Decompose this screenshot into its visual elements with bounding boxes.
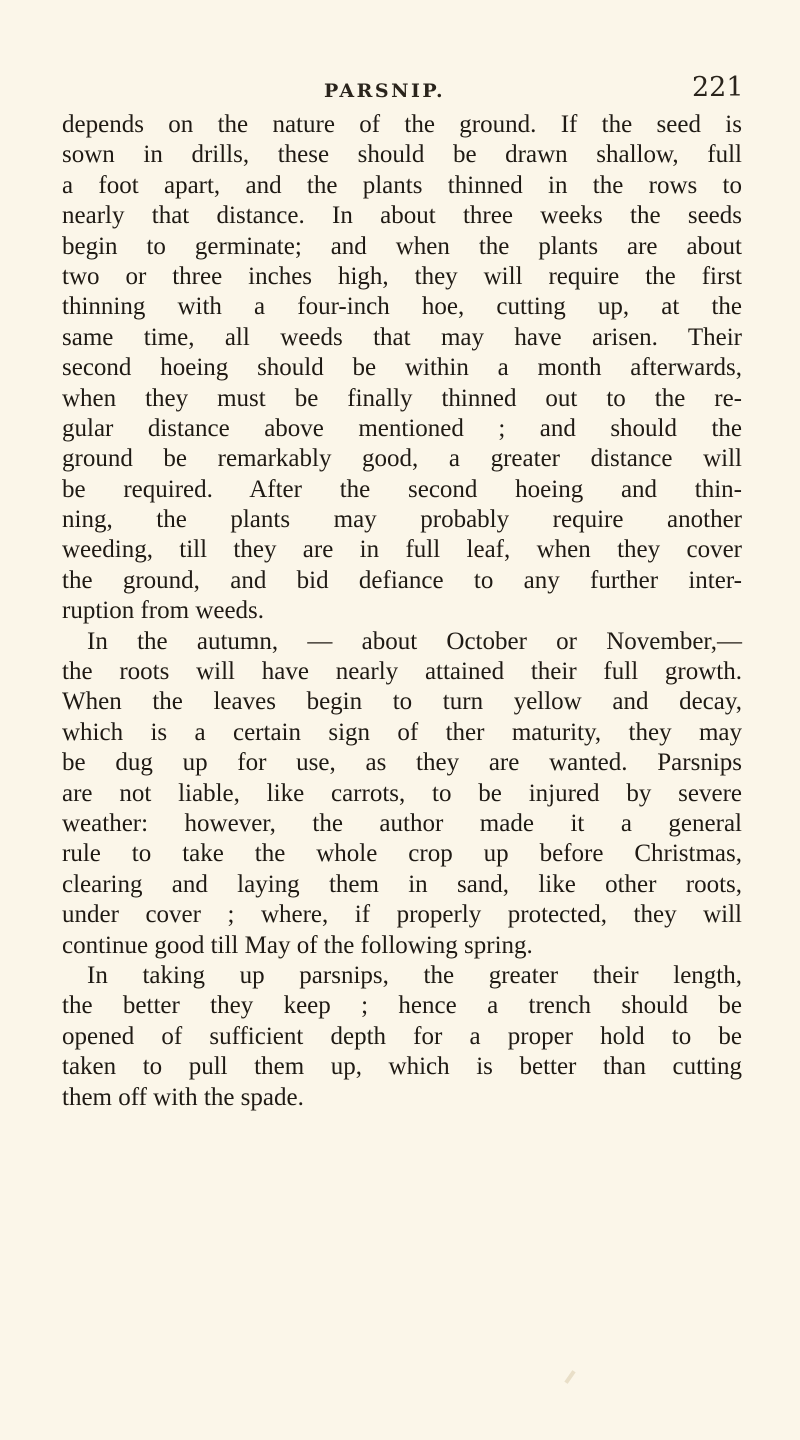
running-head (0, 66, 800, 103)
text-line: which is a certain sign of ther maturity, they may (62, 718, 742, 746)
text-line: gular distance above mentioned ; and should the (62, 414, 742, 442)
text-line: When the leaves begin to turn yellow and decay, (62, 688, 742, 716)
text-line: rule to take the whole crop up before Christmas, (62, 840, 742, 868)
text-line: sown in drills, these should be drawn shallow, full (62, 141, 742, 169)
text-line: be required. After the second hoeing and thin- (62, 475, 742, 503)
text-line: same time, all weeds that may have arisen. Their (62, 323, 742, 351)
text-line: ning, the plants may probably require another (62, 506, 742, 534)
text-line: under cover ; where, if properly protected, they will (62, 901, 742, 929)
text-line: weeding, till they are in full leaf, when they cover (62, 536, 742, 564)
paragraph-end-line: ruption from weeds. (62, 597, 265, 625)
text-line: when they must be finally thinned out to the re- (62, 384, 742, 412)
text-line: two or three inches high, they will require the first (62, 262, 742, 290)
paragraph-start-line: In the autumn, — about October or November,— (87, 627, 742, 655)
paper-mark (564, 1370, 575, 1384)
text-line: thinning with a four-inch hoe, cutting up, at the (62, 293, 742, 321)
text-line: ground be remarkably good, a greater distance will (62, 445, 742, 473)
text-line: nearly that distance. In about three weeks the seeds (62, 202, 742, 230)
page-number: 221 (692, 72, 744, 103)
text-line: opened of sufficient depth for a proper hold to be (62, 1022, 742, 1050)
text-line: are not liable, like carrots, to be injured by severe (62, 779, 742, 807)
running-title: PARSNIP. (324, 80, 446, 102)
paragraph-end-line: continue good till May of the following spring. (62, 931, 533, 959)
text-line: second hoeing should be within a month afterwards, (62, 354, 742, 382)
text-line: a foot apart, and the plants thinned in the rows to (62, 171, 742, 199)
text-line: begin to germinate; and when the plants are about (62, 232, 742, 260)
paragraph-start-line: In taking up parsnips, the greater their length, (87, 961, 742, 989)
text-line: the ground, and bid defiance to any further inter- (62, 566, 742, 594)
text-line: taken to pull them up, which is better than cutting (62, 1053, 742, 1081)
text-line: the roots will have nearly attained their full growth. (62, 658, 742, 686)
paragraph-end-line: them off with the spade. (62, 1083, 304, 1111)
text-line: weather: however, the author made it a general (62, 809, 742, 837)
text-line: be dug up for use, as they are wanted. Parsnips (62, 749, 742, 777)
text-line: depends on the nature of the ground. If the seed is (62, 111, 742, 138)
body-text (62, 110, 742, 1113)
text-line: clearing and laying them in sand, like other roots, (62, 870, 742, 898)
text-line: the better they keep ; hence a trench should be (62, 992, 742, 1020)
